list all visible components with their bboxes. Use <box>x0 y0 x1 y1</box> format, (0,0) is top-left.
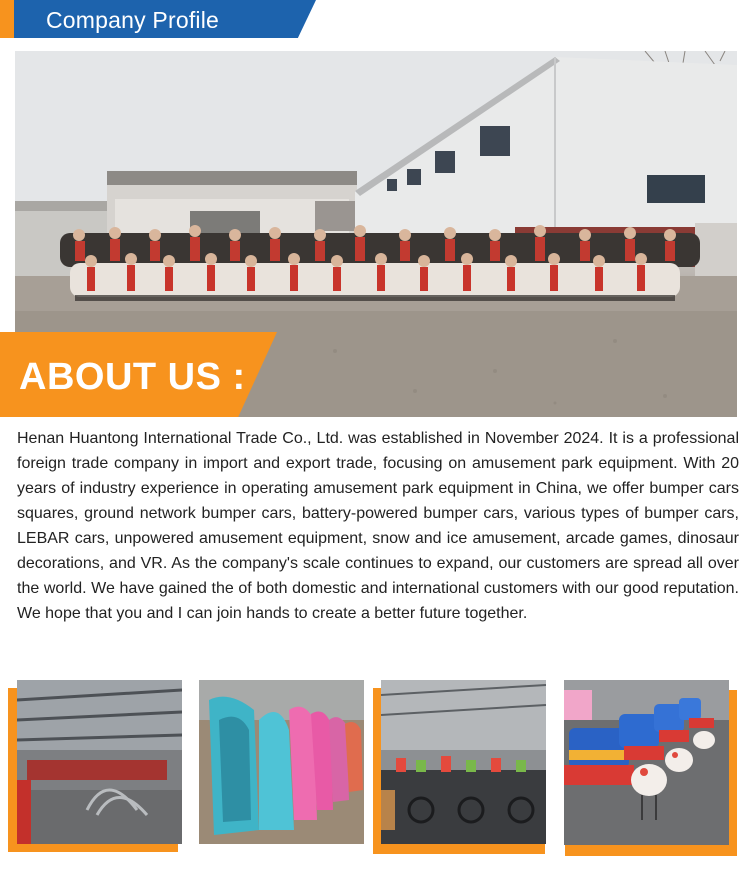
kiddie-ride-shells-photo <box>199 680 364 844</box>
gallery-item-4 <box>557 680 737 856</box>
warehouse-rides-photo <box>381 680 546 844</box>
section-header <box>0 0 750 40</box>
gallery-item-1 <box>8 680 186 852</box>
factory-floor-photo <box>17 680 182 844</box>
section-title: Company Profile <box>46 7 220 33</box>
header-accent <box>0 0 14 38</box>
about-us-heading: ABOUT US : <box>19 356 246 398</box>
company-description: Henan Huantong International Trade Co., Ltd. was established in November 2024. It is a professional foreign trade company in import and export trade, focusing on amusement park equipment. With 20 years of industry experience in operating amusement park equipment in China, we offer bumper cars squares, ground network bumper cars, battery-powered bumper cars, various types of bumper cars, LEBAR cars, unpowered amusement equipment, snow and ice amusement, arcade games, dinosaur decorations, and VR. As the company's scale continues to expand, our customers are spread all over the world. We have gained the of both domestic and international customers with our good reputation. We hope that you and I can join hands to create a better future together. <box>17 430 739 622</box>
horse-train-ride-photo <box>564 680 729 845</box>
gallery-item-3 <box>373 680 553 854</box>
gallery-item-2 <box>194 680 366 852</box>
